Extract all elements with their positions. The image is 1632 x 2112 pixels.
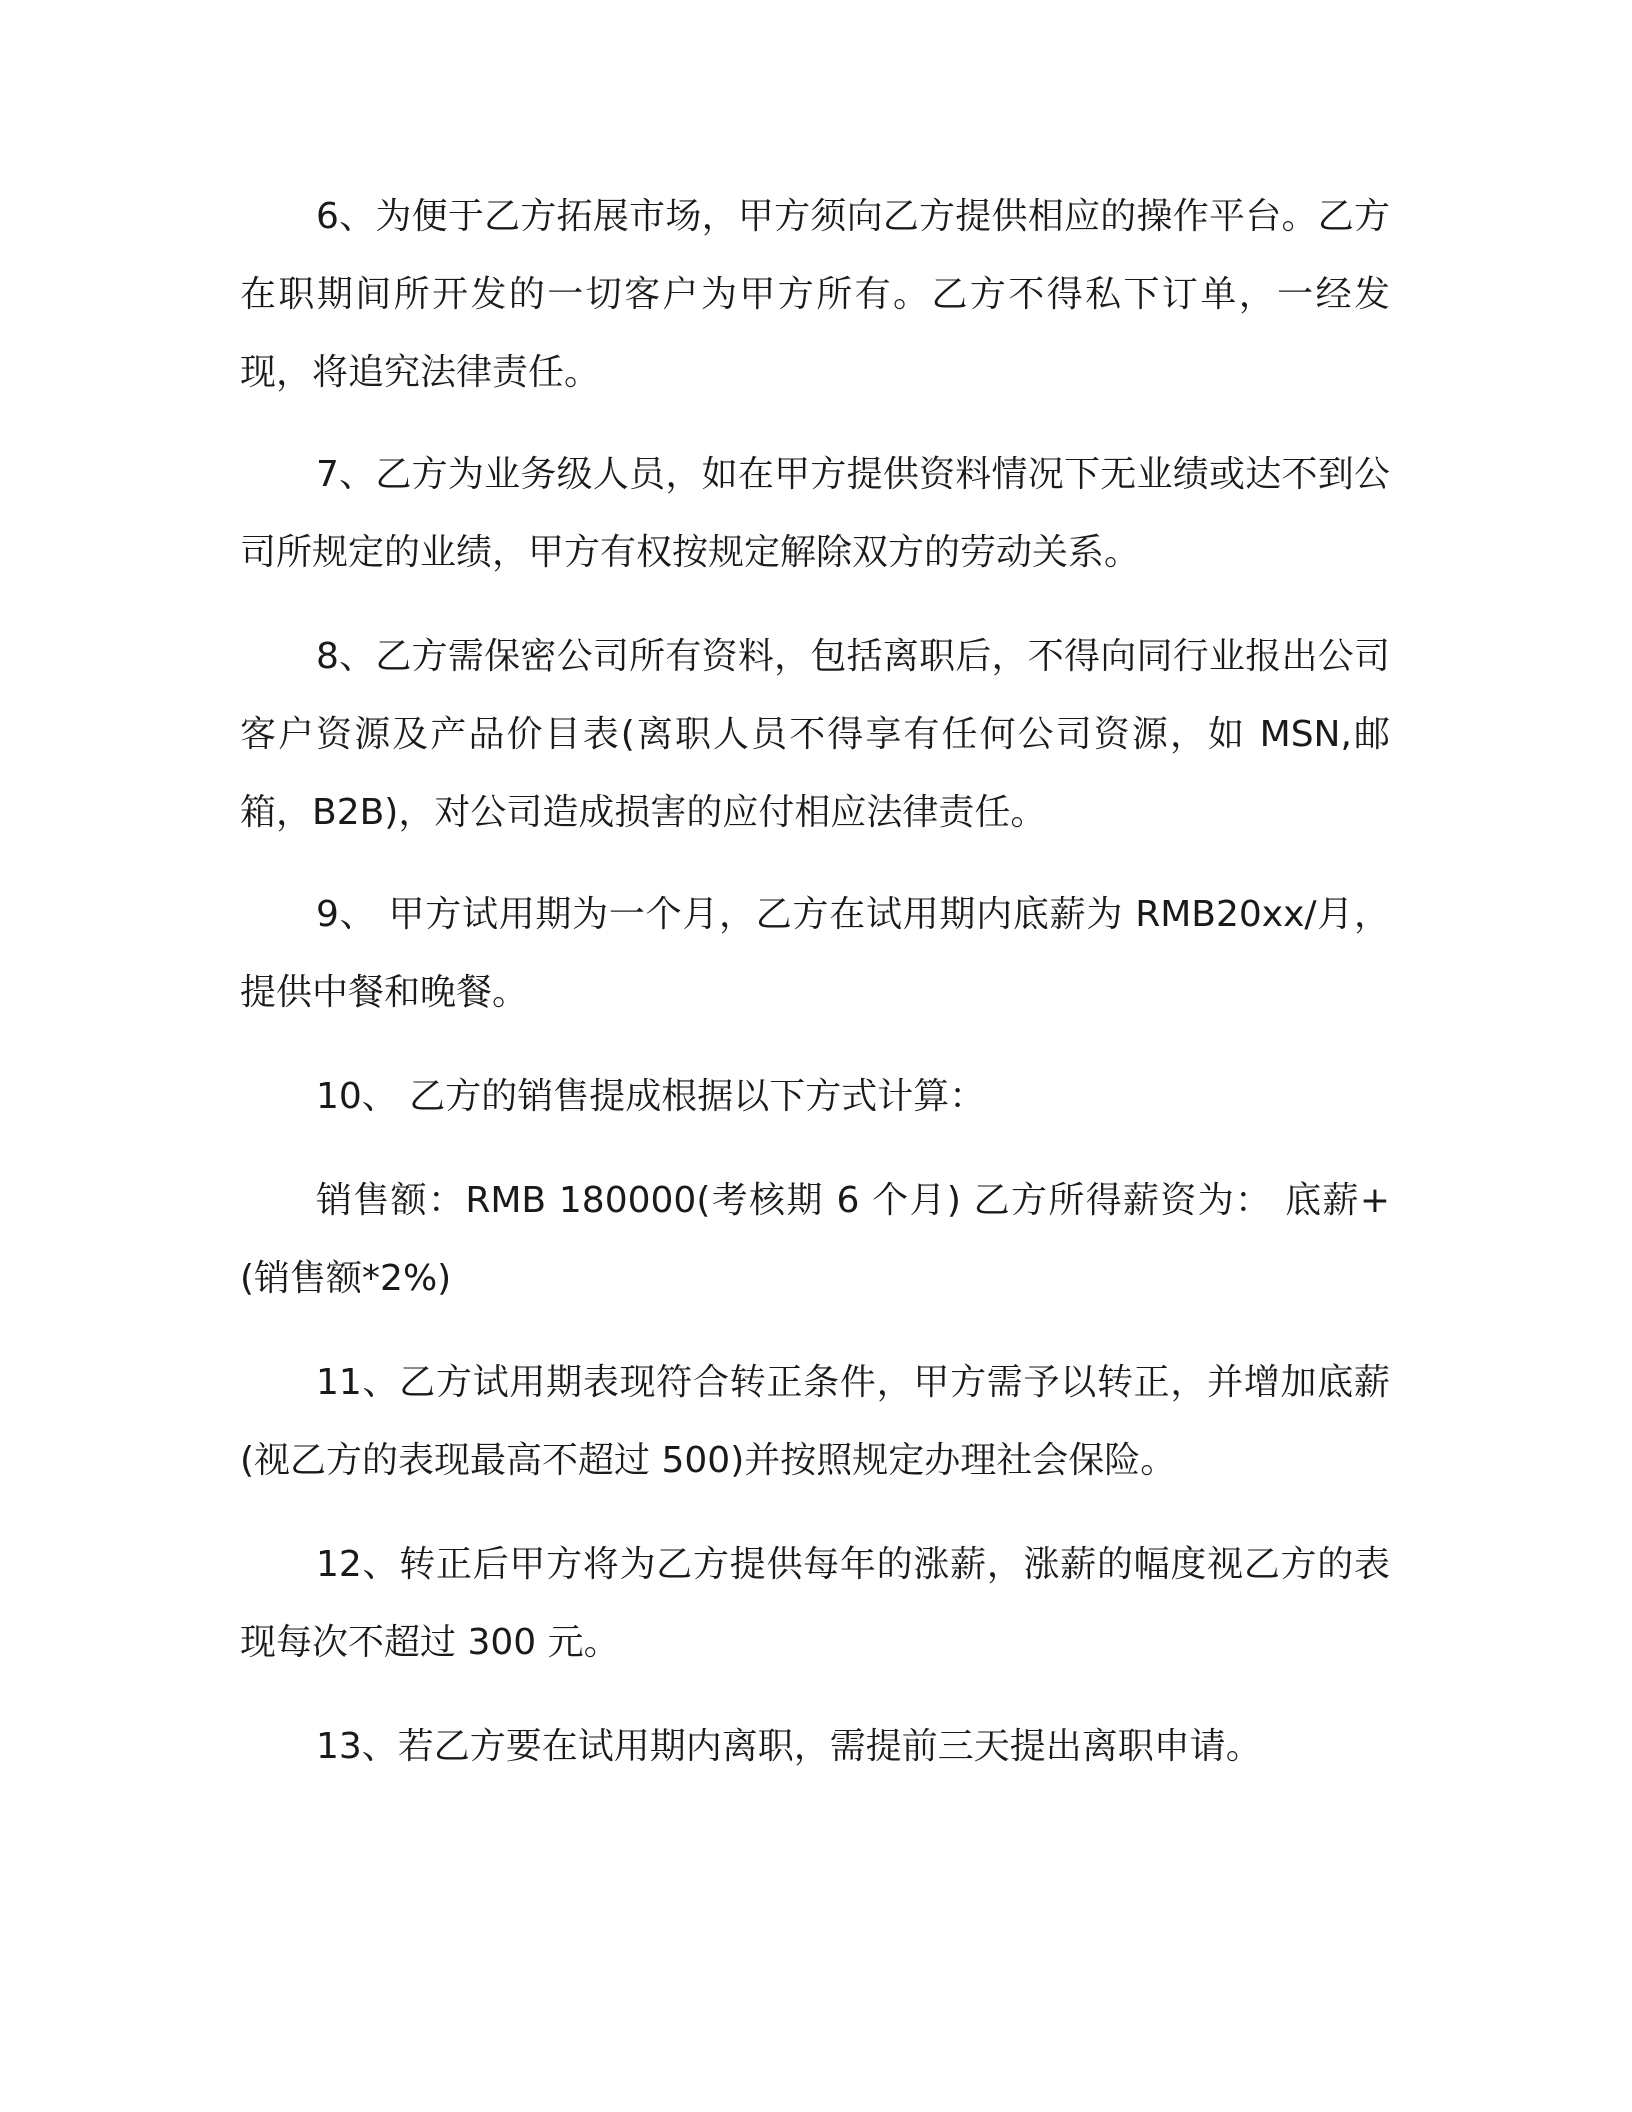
clause-12: 12、转正后甲方将为乙方提供每年的涨薪，涨薪的幅度视乙方的表现每次不超过 300 元。 xyxy=(240,1544,1390,1663)
clause-6: 6、为便于乙方拓展市场，甲方须向乙方提供相应的操作平台。乙方在职期间所开发的一切客户为甲方所有。乙方不得私下订单，一经发现，将追究法律责任。 xyxy=(240,196,1390,393)
clause-11: 11、乙方试用期表现符合转正条件，甲方需予以转正，并增加底薪 (视乙方的表现最高不超过 500)并按照规定办理社会保险。 xyxy=(240,1362,1390,1481)
clause-9: 9、 甲方试用期为一个月，乙方在试用期内底薪为 RMB20xx/月，提供中餐和晚餐。 xyxy=(240,894,1390,1013)
clause-7: 7、乙方为业务级人员，如在甲方提供资料情况下无业绩或达不到公司所规定的业绩，甲方有权按规定解除双方的劳动关系。 xyxy=(240,454,1390,573)
document-body xyxy=(240,178,1390,1786)
clause-10: 10、 乙方的销售提成根据以下方式计算： xyxy=(316,1076,986,1117)
clause-10-formula: 销售额：RMB 180000(考核期 6 个月) 乙方所得薪资为： 底薪+(销售额*2%) xyxy=(240,1180,1390,1299)
clause-13: 13、若乙方要在试用期内离职，需提前三天提出离职申请。 xyxy=(316,1726,1262,1767)
clause-8: 8、乙方需保密公司所有资料，包括离职后，不得向同行业报出公司客户资源及产品价目表(离职人员不得享有任何公司资源，如 MSN,邮箱，B2B)，对公司造成损害的应付相应法律责任。 xyxy=(240,636,1390,833)
